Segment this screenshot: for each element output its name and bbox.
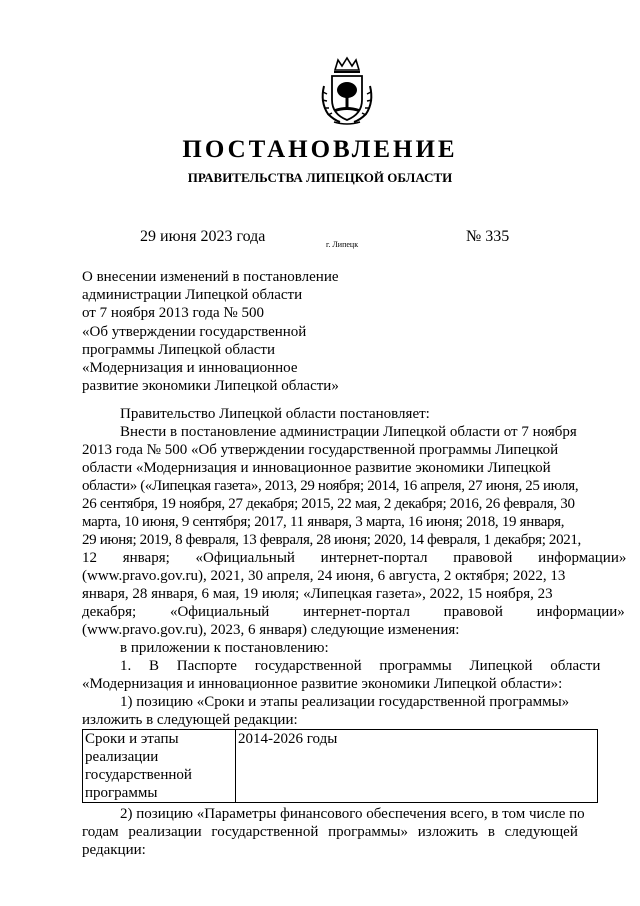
paragraph-line: марта, 10 июня, 9 сентября; 2017, 11 января, 3 марта, 16 июня; 2018, 19 января, bbox=[82, 514, 565, 530]
paragraph-line: (www.pravo.gov.ru), 2021, 30 апреля, 24 июня, 6 августа, 2 октября; 2022, 13 bbox=[82, 568, 566, 584]
document-subject bbox=[82, 268, 339, 395]
table-label-line: государственной bbox=[85, 767, 192, 783]
table-label-line: программы bbox=[85, 785, 158, 801]
table-label-line: Сроки и этапы bbox=[85, 731, 179, 747]
paragraph-line: 12 января; «Официальный интернет-портал правовой информации» bbox=[82, 550, 627, 566]
document-title: ПОСТАНОВЛЕНИЕ bbox=[182, 136, 458, 163]
sub2-line: редакции: bbox=[82, 842, 146, 858]
subject-line: программы Липецкой области bbox=[82, 341, 276, 358]
sub2-line: годам реализации государственной программы» изложить в следующей bbox=[82, 824, 578, 840]
paragraph-line: Внести в постановление администрации Липецкой области от 7 ноября bbox=[120, 424, 577, 440]
subject-line: «Об утверждении государственной bbox=[82, 323, 307, 340]
document-subtitle: ПРАВИТЕЛЬСТВА ЛИПЕЦКОЙ ОБЛАСТИ bbox=[187, 170, 453, 185]
paragraph-line: 29 июня; 2019, 8 февраля, 13 февраля, 28 июня; 2020, 14 февраля, 1 декабря; 2021, bbox=[82, 532, 581, 548]
paragraph-line: области «Модернизация и инновационное развитие экономики Липецкой bbox=[82, 460, 551, 476]
timeline-table bbox=[82, 729, 598, 803]
paragraph-line: 26 сентября, 19 ноября, 27 декабря; 2015, 22 мая, 2 декабря; 2016, 26 февраля, 30 bbox=[82, 496, 575, 512]
table-label-cell bbox=[83, 730, 236, 803]
table-value-cell: 2014-2026 годы bbox=[236, 730, 598, 803]
sub1-line: 1) позицию «Сроки и этапы реализации государственной программы» bbox=[120, 694, 570, 710]
paragraph-line: декабря; «Официальный интернет-портал правовой информации» bbox=[82, 604, 625, 620]
sub1-line: изложить в следующей редакции: bbox=[82, 712, 298, 728]
item1-line: «Модернизация и инновационное развитие экономики Липецкой области»: bbox=[82, 676, 563, 692]
document-date: 29 июня 2023 года bbox=[140, 228, 266, 245]
item1-line: 1. В Паспорте государственной программы Липецкой области bbox=[120, 658, 601, 674]
sub2-line: 2) позицию «Параметры финансового обеспечения всего, в том числе по bbox=[120, 806, 585, 822]
subject-line: от 7 ноября 2013 года № 500 bbox=[82, 305, 264, 322]
subject-line: «Модернизация и инновационное bbox=[82, 360, 298, 377]
paragraph-line: (www.pravo.gov.ru), 2023, 6 января) следующие изменения: bbox=[82, 622, 460, 638]
subject-line: О внесении изменений в постановление bbox=[82, 269, 339, 285]
paragraph-line: 2013 года № 500 «Об утверждении государственной программы Липецкой bbox=[82, 442, 559, 458]
subject-line: развитие экономики Липецкой области» bbox=[82, 378, 339, 395]
paragraph-line: области» («Липецкая газета», 2013, 29 ноября; 2014, 16 апреля, 27 июня, 25 июля, bbox=[82, 478, 579, 494]
intro-paragraph: Правительство Липецкой области постановляет: bbox=[120, 406, 430, 422]
paragraph-line: января, 28 января, 6 мая, 19 июля; «Липецкая газета», 2022, 15 ноября, 23 bbox=[82, 586, 553, 602]
table-row bbox=[83, 730, 598, 803]
document-number: № 335 bbox=[466, 228, 510, 245]
coat-of-arms-icon bbox=[318, 56, 376, 126]
subject-line: администрации Липецкой области bbox=[82, 287, 303, 304]
table-label-line: реализации bbox=[85, 749, 159, 765]
appendix-paragraph: в приложении к постановлению: bbox=[120, 640, 329, 656]
document-body bbox=[82, 405, 627, 859]
document-city: г. Липецк bbox=[326, 240, 359, 249]
